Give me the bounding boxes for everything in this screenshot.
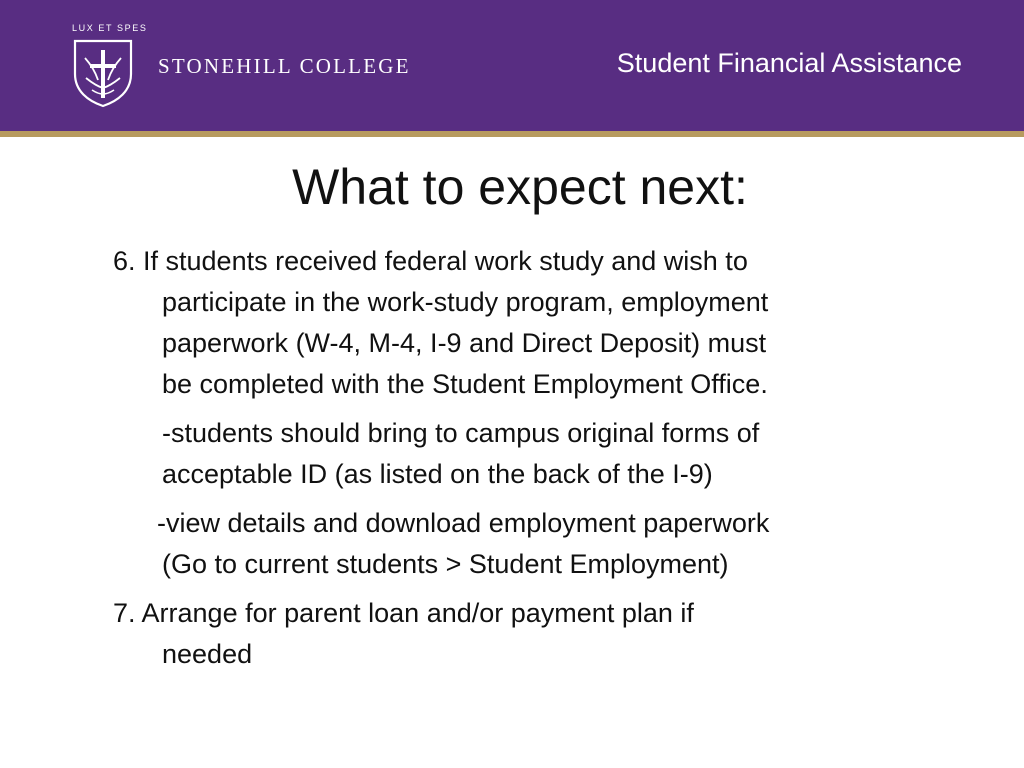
list-item-7-line: needed — [162, 639, 253, 669]
shield-cross-icon — [72, 38, 134, 108]
gold-stripe — [0, 131, 1024, 137]
slide-title: What to expect next: — [292, 159, 748, 215]
list-item-6-line: paperwork (W-4, M-4, I-9 and Direct Deposit) must — [162, 328, 767, 358]
sub-note-line: (Go to current students > Student Employment) — [162, 549, 729, 579]
list-item-7-line: 7. Arrange for parent loan and/or payment plan if — [113, 598, 694, 628]
list-item-6-line: be completed with the Student Employment Office. — [162, 369, 768, 399]
list-item-6-line: participate in the work-study program, employment — [162, 287, 769, 317]
college-motto: LUX ET SPES — [72, 23, 148, 33]
department-name: Student Financial Assistance — [616, 48, 962, 78]
sub-note-line: -students should bring to campus original forms of — [162, 418, 760, 448]
sub-note-line: acceptable ID (as listed on the back of the I-9) — [162, 459, 713, 489]
list-item-6-line: 6. If students received federal work study and wish to — [113, 246, 748, 276]
sub-note-line: -view details and download employment paperwork — [157, 508, 770, 538]
college-name: STONEHILL COLLEGE — [158, 54, 411, 78]
header-banner — [0, 0, 1024, 131]
